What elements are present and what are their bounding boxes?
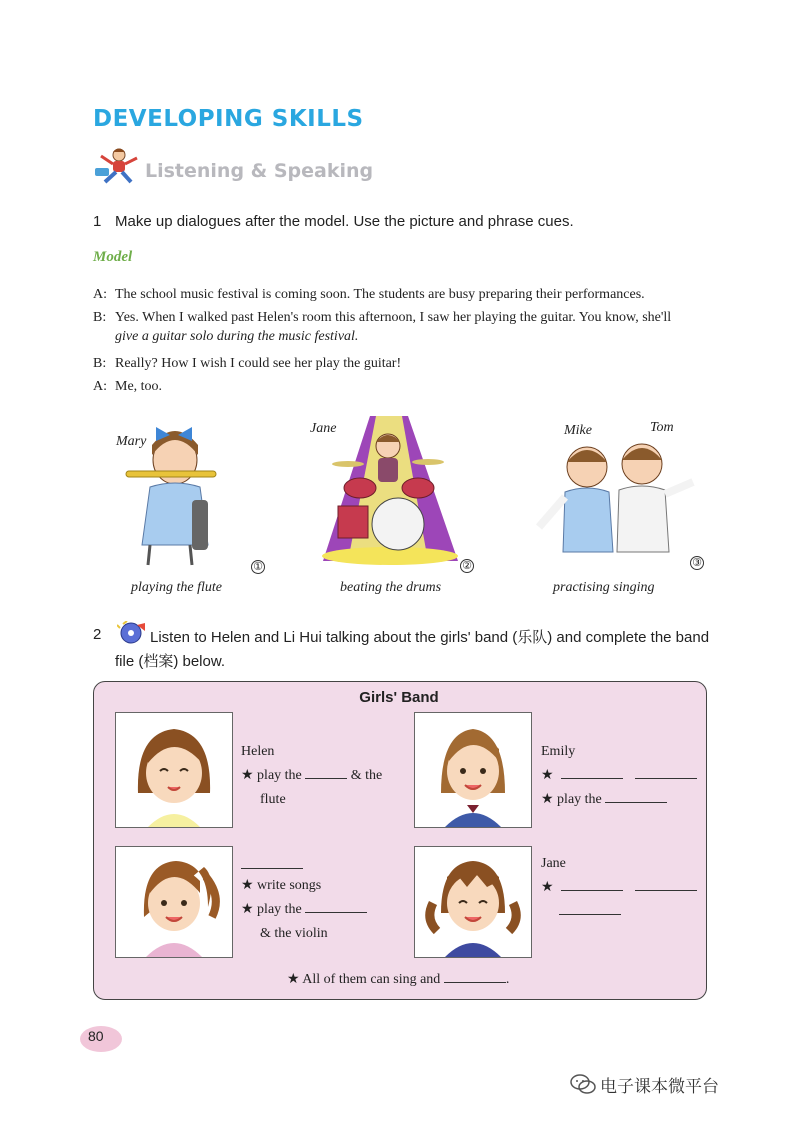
wechat-icon (570, 1073, 596, 1095)
picture-name-mary: Mary (116, 434, 147, 449)
helen-item: ★ play the & the (241, 764, 382, 787)
dialogue-line: A: Me, too. (93, 379, 163, 394)
section-heading: DEVELOPING SKILLS (93, 106, 364, 132)
girl-flute-illustration (120, 415, 230, 567)
picture-caption: practising singing (553, 580, 655, 595)
task1-instruction: Make up dialogues after the model. Use the picture and phrase cues. (115, 213, 574, 230)
helen-item-cont: flute (260, 792, 286, 807)
task1-number: 1 (93, 213, 102, 230)
model-label: Model (93, 249, 133, 265)
watermark-text: 电子课本微平台 (600, 1077, 719, 1097)
jane-portrait (414, 846, 532, 958)
jane-name: Jane (541, 856, 566, 871)
picture-number: ① (251, 560, 265, 574)
picture-number: ② (460, 559, 474, 573)
band-file-title: Girls' Band (359, 689, 439, 706)
task2-instruction-cont: file (档案) below. (115, 653, 226, 670)
answer-blank[interactable] (444, 968, 506, 983)
dialogue-line: A: The school music festival is coming soon. The students are busy preparing their performances. (93, 287, 645, 302)
answer-blank[interactable] (559, 900, 621, 915)
member-item: ★ write songs (241, 878, 322, 893)
member-item-cont: & the violin (260, 926, 328, 941)
member-name-blank[interactable] (241, 854, 303, 869)
dialogue-line: B: Yes. When I walked past Helen's room this afternoon, I saw her playing the guitar. You know, she'll (93, 310, 672, 325)
page-number: 80 (88, 1028, 104, 1044)
emily-item: ★ play the (541, 788, 667, 811)
picture-caption: playing the flute (131, 580, 222, 595)
answer-blank[interactable] (605, 788, 667, 803)
listening-cd-icon (117, 621, 147, 645)
task2-number: 2 (93, 626, 102, 643)
answer-blank[interactable] (561, 764, 623, 779)
member-item: ★ play the (241, 898, 367, 921)
boys-singing-illustration (535, 432, 705, 557)
member-portrait (115, 846, 233, 958)
picture-name-mike: Mike (564, 423, 592, 438)
answer-blank[interactable] (305, 898, 367, 913)
task2-instruction: Listen to Helen and Li Hui talking about the girls' band (乐队) and complete the band (150, 629, 710, 646)
picture-caption: beating the drums (340, 580, 442, 595)
answer-blank[interactable] (305, 764, 347, 779)
drummer-illustration (318, 416, 463, 566)
answer-blank[interactable] (561, 876, 623, 891)
subsection-heading: Listening & Speaking (145, 160, 374, 182)
band-footer-line: ★ All of them can sing and . (287, 968, 509, 991)
helen-portrait (115, 712, 233, 828)
emily-portrait (414, 712, 532, 828)
picture-name-tom: Tom (650, 420, 674, 435)
picture-number: ③ (690, 556, 704, 570)
emily-item: ★ (541, 764, 697, 787)
jane-item: ★ (541, 876, 697, 899)
emily-name: Emily (541, 744, 576, 759)
listening-speaking-icon (93, 146, 141, 186)
dialogue-line: B: Really? How I wish I could see her play the guitar! (93, 356, 402, 371)
dialogue-line: give a guitar solo during the music festival. (115, 329, 359, 344)
helen-name: Helen (241, 744, 275, 759)
answer-blank[interactable] (635, 876, 697, 891)
picture-name-jane: Jane (310, 421, 337, 436)
answer-blank[interactable] (635, 764, 697, 779)
